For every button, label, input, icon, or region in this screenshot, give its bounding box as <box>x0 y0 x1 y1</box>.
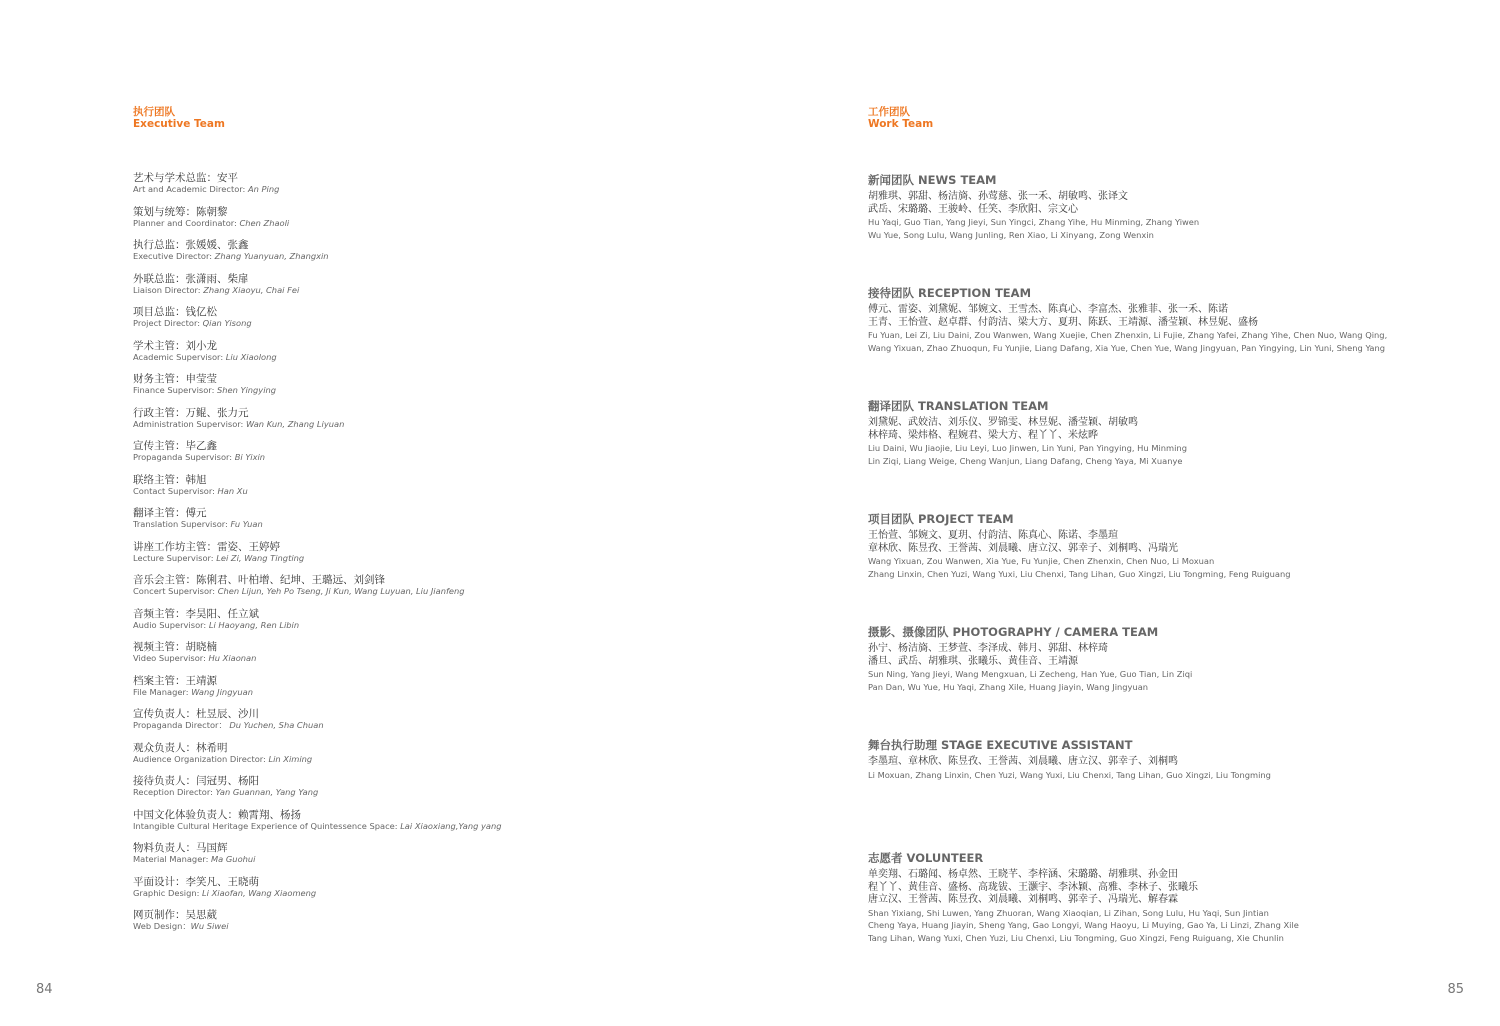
role-en-names: Chen Lijun, Yeh Po Tseng, Ji Kun, Wang Luyuan, Liu Jianfeng <box>217 586 465 596</box>
role-zh: 联络主管：韩旭 <box>133 473 207 486</box>
role-zh: 项目总监：钱亿松 <box>133 306 217 318</box>
team-section <box>868 511 1478 624</box>
role-zh: 策划与统筹：陈朝黎 <box>133 205 228 218</box>
teams-list <box>868 172 1478 963</box>
role-en-names: Wu Siwei <box>190 921 229 931</box>
role-entry <box>133 172 693 206</box>
role-en-title: Liaison Director: <box>133 284 204 295</box>
role-en <box>133 184 693 194</box>
role-en <box>133 720 693 730</box>
role-en-title: File Manager: <box>133 686 192 697</box>
role-zh: 音乐会主管：陈俐君、叶柏增、纪坤、王璐远、刘剑锋 <box>133 574 385 586</box>
role-zh: 翻译主管：傅元 <box>133 507 207 519</box>
heading-zh: 执行团队 <box>133 106 175 118</box>
role-en <box>133 251 693 261</box>
role-en-title: Intangible Cultural Heritage Experience of Quintessence Space: <box>133 820 401 831</box>
role-entry <box>133 407 693 441</box>
team-members-en: Pan Dan, Wu Yue, Hu Yaqi, Zhang Xile, Huang Jiayin, Wang Jingyuan <box>868 681 1149 692</box>
role-zh: 财务主管：申莹莹 <box>133 373 217 385</box>
role-en-title: Reception Director: <box>133 787 216 797</box>
team-members-en: Li Moxuan, Zhang Linxin, Chen Yuzi, Wang Yuxi, Liu Chenxi, Tang Lihan, Guo Xingzi, Liu Tongming <box>868 769 1271 780</box>
team-members-zh: 王怡萱、邹婉文、夏玥、付韵洁、陈真心、陈诺、李墨瑄 <box>868 530 1118 541</box>
role-zh: 学术主管：刘小龙 <box>133 339 217 352</box>
role-en-title: Planner and Coordinator: <box>133 217 240 228</box>
role-en <box>133 452 693 462</box>
role-en <box>133 687 693 697</box>
role-entry <box>133 574 693 608</box>
team-title: 舞台执行助理 STAGE EXECUTIVE ASSISTANT <box>868 738 1133 752</box>
role-en <box>133 620 693 630</box>
team-members-en: Wu Yue, Song Lulu, Wang Junling, Ren Xiao, Li Xinyang, Zong Wenxin <box>868 229 1154 240</box>
team-members-zh: 程丫丫、黄佳音、盛杨、高珑钹、王灏宇、李沐颖、高雅、李林子、张曦乐 <box>868 881 1198 893</box>
role-en-names: Wan Kun, Zhang Liyuan <box>245 418 345 429</box>
role-en <box>133 486 693 496</box>
role-en-names: Hu Xiaonan <box>208 653 257 663</box>
role-en-names: Shen Yingying <box>217 385 277 395</box>
role-en <box>133 821 693 831</box>
role-entry <box>133 675 693 709</box>
role-en-names: Qian Yisong <box>202 318 252 328</box>
role-entry <box>133 909 693 943</box>
team-title: 志愿者 VOLUNTEER <box>868 851 984 865</box>
team-title: 翻译团队 TRANSLATION TEAM <box>868 399 1049 413</box>
role-en-names: Zhang Yuanyuan, Zhangxin <box>214 251 329 261</box>
role-en-title: Material Manager: <box>133 854 211 864</box>
role-en-title: Propaganda Director： <box>133 720 230 730</box>
role-en-title: Translation Supervisor: <box>133 519 231 529</box>
team-members-en: Zhang Linxin, Chen Yuzi, Wang Yuxi, Liu Chenxi, Tang Lihan, Guo Xingzi, Liu Tongming, Feng Ruiguang <box>868 568 1291 579</box>
team-members-en: Lin Ziqi, Liang Weige, Cheng Wanjun, Liang Dafang, Cheng Yaya, Mi Xuanye <box>868 455 1183 466</box>
role-entry <box>133 474 693 508</box>
role-entry <box>133 876 693 910</box>
work-team-heading <box>868 106 1478 172</box>
role-en <box>133 553 693 563</box>
role-en-names: Fu Yuan <box>230 519 263 529</box>
role-entry <box>133 809 693 843</box>
role-zh: 讲座工作坊主管：雷姿、王婷婷 <box>133 540 280 553</box>
team-members-zh: 孙宁、杨洁旖、王梦萱、李泽成、韩月、郭甜、林梓琦 <box>868 643 1108 654</box>
roles-list <box>133 172 693 943</box>
role-zh: 网页制作：吴思葳 <box>133 909 217 921</box>
team-members-zh: 李墨瑄、章林欣、陈昱孜、王誉茜、刘晨曦、唐立汉、郭幸子、刘桐鸣 <box>868 756 1178 767</box>
role-en <box>133 888 693 898</box>
role-entry <box>133 373 693 407</box>
team-section <box>868 285 1478 398</box>
team-section <box>868 850 1478 963</box>
role-zh: 艺术与学术总监：安平 <box>133 172 238 184</box>
team-section <box>868 398 1478 511</box>
role-en-title: Audience Organization Director: <box>133 753 269 764</box>
team-title: 项目团队 PROJECT TEAM <box>868 512 1014 526</box>
role-en-title: Art and Academic Director: <box>133 184 248 194</box>
role-en <box>133 854 693 864</box>
role-zh: 档案主管：王靖源 <box>133 674 217 687</box>
role-en-title: Graphic Design: <box>133 887 203 898</box>
role-zh: 视频主管：胡晓楠 <box>133 641 217 653</box>
role-entry <box>133 541 693 575</box>
role-entry <box>133 206 693 240</box>
role-en <box>133 519 693 529</box>
role-en-names: Yan Guannan, Yang Yang <box>215 787 319 797</box>
role-en <box>133 352 693 362</box>
role-en <box>133 787 693 797</box>
role-zh: 音频主管：李昊阳、任立斌 <box>133 607 259 620</box>
role-entry <box>133 708 693 742</box>
role-entry <box>133 742 693 776</box>
team-section <box>868 172 1478 285</box>
right-page <box>750 0 1500 1026</box>
role-en-title: Academic Supervisor: <box>133 351 226 362</box>
role-en-names: Du Yuchen, Sha Chuan <box>229 720 324 730</box>
role-en <box>133 921 693 931</box>
team-members-en: Cheng Yaya, Huang Jiayin, Sheng Yang, Gao Longyi, Wang Haoyu, Li Muying, Gao Ya, Li Linzi, Zhang Xile <box>868 920 1299 930</box>
role-zh: 宣传主管：毕乙鑫 <box>133 440 217 452</box>
role-zh: 观众负责人：林希明 <box>133 741 228 754</box>
role-entry <box>133 608 693 642</box>
role-en <box>133 419 693 429</box>
role-en-title: Finance Supervisor: <box>133 385 217 395</box>
role-en-names: Li Haoyang, Ren Libin <box>208 619 300 630</box>
heading-en: Executive Team <box>133 118 225 130</box>
role-en <box>133 586 693 596</box>
team-members-en: Wang Yixuan, Zou Wanwen, Xia Yue, Fu Yunjie, Chen Zhenxin, Chen Nuo, Li Moxuan <box>868 556 1215 566</box>
role-en-title: Administration Supervisor: <box>133 418 246 429</box>
role-entry <box>133 641 693 675</box>
role-entry <box>133 273 693 307</box>
team-members-en: Hu Yaqi, Guo Tian, Yang Jieyi, Sun Yingci, Zhang Yihe, Hu Minming, Zhang Yiwen <box>868 217 1200 227</box>
team-members-zh: 王青、王怡萱、赵卓群、付韵洁、梁大方、夏玥、陈跃、王靖源、潘莹颖、林昱妮、盛杨 <box>868 316 1258 328</box>
role-zh: 宣传负责人：杜昱辰、沙川 <box>133 708 259 720</box>
role-entry <box>133 239 693 273</box>
team-members-zh: 章林欣、陈昱孜、王誉茜、刘晨曦、唐立汉、郭幸子、刘桐鸣、冯瑞光 <box>868 542 1178 554</box>
role-en-names: Han Xu <box>217 485 248 496</box>
role-zh: 外联总监：张潇雨、柴扉 <box>133 272 249 285</box>
team-members-zh: 潘旦、武岳、胡雅琪、张曦乐、黄佳音、王靖源 <box>868 655 1078 667</box>
role-en <box>133 318 693 328</box>
role-en-names: Lin Ximing <box>268 753 313 764</box>
page-number: 84 <box>36 982 53 997</box>
team-members-en: Sun Ning, Yang Jieyi, Wang Mengxuan, Li Zecheng, Han Yue, Guo Tian, Lin Ziqi <box>868 669 1193 679</box>
role-en-names: Bi Yixin <box>234 452 266 462</box>
role-en <box>133 653 693 663</box>
role-entry <box>133 440 693 474</box>
role-en-names: Zhang Xiaoyu, Chai Fei <box>203 284 300 295</box>
team-title: 新闻团队 NEWS TEAM <box>868 173 997 187</box>
role-entry <box>133 306 693 340</box>
role-en-names: Wang Jingyuan <box>191 686 253 697</box>
team-members-en: Wang Yixuan, Zhao Zhuoqun, Fu Yunjie, Liang Dafang, Xia Yue, Chen Yue, Wang Jingyuan, Pan Yingying, Lin Yuni, Sheng Yang <box>868 342 1385 353</box>
team-members-zh: 唐立汉、王誉茜、陈昱孜、刘晨曦、刘桐鸣、郭幸子、冯瑞光、解春霖 <box>868 894 1178 905</box>
role-en-title: Propaganda Supervisor: <box>133 452 235 462</box>
team-section <box>868 624 1478 737</box>
team-section <box>868 737 1478 850</box>
team-members-zh: 傅元、雷姿、刘黛妮、邹婉文、王雪杰、陈真心、李富杰、张雅菲、张一禾、陈诺 <box>868 304 1228 315</box>
role-en-names: Lai Xiaoxiang,Yang yang <box>400 820 502 831</box>
team-members-zh: 武岳、宋璐璐、王骏岭、任笑、李欣阳、宗文心 <box>868 203 1078 215</box>
role-entry <box>133 340 693 374</box>
role-entry <box>133 775 693 809</box>
role-entry <box>133 507 693 541</box>
role-zh: 执行总监：张媛媛、张鑫 <box>133 239 249 251</box>
role-en-title: Executive Director: <box>133 251 215 261</box>
team-title: 接待团队 RECEPTION TEAM <box>868 286 1032 300</box>
heading-zh: 工作团队 <box>868 106 910 118</box>
page-number: 85 <box>1447 982 1464 997</box>
role-en-names: Ma Guohui <box>211 854 256 864</box>
role-zh: 物料负责人：马国辉 <box>133 842 228 854</box>
team-members-zh: 胡雅琪、郭甜、杨洁旖、孙莺慈、张一禾、胡敏鸣、张译文 <box>868 191 1128 202</box>
role-zh: 行政主管：万鲲、张力元 <box>133 406 249 419</box>
role-en-names: Liu Xiaolong <box>225 351 277 362</box>
team-members-en: Tang Lihan, Wang Yuxi, Chen Yuzi, Liu Chenxi, Liu Tongming, Guo Xingzi, Feng Ruiguang, Xie Chunlin <box>868 932 1284 943</box>
role-en-title: Lecture Supervisor: <box>133 552 217 563</box>
role-en <box>133 285 693 295</box>
team-members-zh: 单奕翔、石璐闻、杨卓然、王晓芊、李梓涵、宋璐璐、胡雅琪、孙金田 <box>868 869 1178 880</box>
role-zh: 中国文化体验负责人：赖霄翔、杨扬 <box>133 808 301 821</box>
role-en-title: Contact Supervisor: <box>133 485 218 496</box>
role-en <box>133 385 693 395</box>
role-en-title: Concert Supervisor: <box>133 586 218 596</box>
role-en-names: Lei Zi, Wang Tingting <box>216 552 305 563</box>
role-en <box>133 218 693 228</box>
role-zh: 平面设计：李笑凡、王晓萌 <box>133 875 259 888</box>
role-en-title: Web Design： <box>133 921 191 931</box>
role-en-title: Video Supervisor: <box>133 653 209 663</box>
role-en-names: Chen Zhaoli <box>239 217 290 228</box>
role-en-names: Li Xiaofan, Wang Xiaomeng <box>202 887 317 898</box>
executive-team-heading <box>133 106 693 172</box>
work-team-column <box>868 106 1478 963</box>
team-members-zh: 刘黛妮、武姣洁、刘乐仪、罗锦雯、林昱妮、潘莹颖、胡敏鸣 <box>868 417 1138 428</box>
role-en-title: Project Director: <box>133 318 203 328</box>
team-members-en: Liu Daini, Wu Jiaojie, Liu Leyi, Luo Jinwen, Lin Yuni, Pan Yingying, Hu Minming <box>868 443 1187 453</box>
role-en <box>133 754 693 764</box>
executive-team-column <box>133 106 693 943</box>
role-en-title: Audio Supervisor: <box>133 619 209 630</box>
team-members-zh: 林梓琦、梁炜格、程婉君、梁大方、程丫丫、米炫晔 <box>868 429 1098 441</box>
heading-en: Work Team <box>868 118 934 130</box>
team-title: 摄影、摄像团队 PHOTOGRAPHY / CAMERA TEAM <box>868 625 1159 639</box>
role-en-names: An Ping <box>247 184 280 194</box>
role-zh: 接待负责人：闫冠男、杨阳 <box>133 775 259 787</box>
team-members-en: Shan Yixiang, Shi Luwen, Yang Zhuoran, Wang Xiaoqian, Li Zihan, Song Lulu, Hu Yaqi, Sun Jintian <box>868 907 1269 918</box>
team-members-en: Fu Yuan, Lei Zi, Liu Daini, Zou Wanwen, Wang Xuejie, Chen Zhenxin, Li Fujie, Zhang Yafei, Zhang Yihe, Chen Nuo, Wang Qing, <box>868 330 1388 340</box>
role-entry <box>133 842 693 876</box>
